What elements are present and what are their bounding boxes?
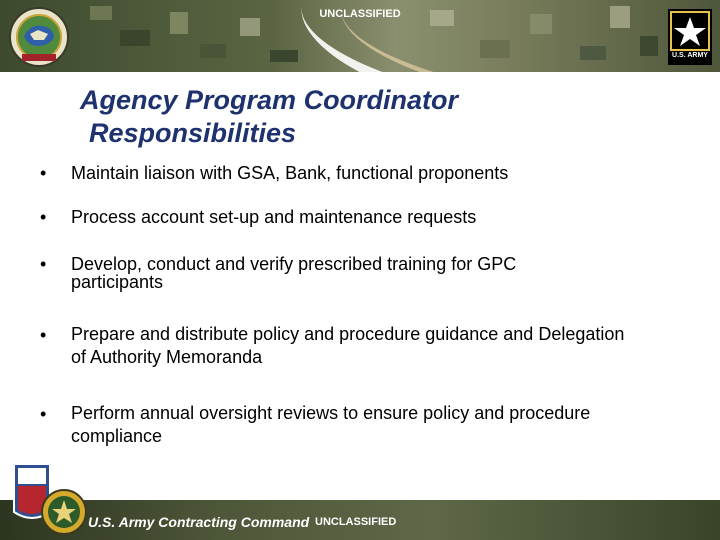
classification-banner-top: UNCLASSIFIED [319, 8, 401, 20]
bullet-marker: • [40, 207, 47, 227]
title-line-1: Agency Program Coordinator [80, 85, 459, 115]
bullet-text: Prepare and distribute policy and procedure guidance and Delegation of Authority Memoranda [71, 324, 625, 367]
bullet-marker: • [40, 254, 47, 274]
footer-organization: U.S. Army Contracting Command [88, 514, 310, 530]
classification-banner-bottom: UNCLASSIFIED [315, 516, 397, 528]
bullet-text: Maintain liaison with GSA, Bank, functional proponents [71, 163, 509, 183]
bullet-text: Develop, conduct and verify prescribed training for GPC participants [71, 254, 517, 292]
army-logo-text: U.S. ARMY [672, 52, 708, 59]
bullet-marker: • [40, 404, 47, 424]
slide-title [80, 84, 640, 150]
bullet-marker: • [40, 325, 47, 345]
bullet-text: Process account set-up and maintenance requests [71, 207, 477, 227]
bullet-text: Perform annual oversight reviews to ensure policy and procedure compliance [71, 403, 591, 446]
footer-bar [0, 500, 720, 540]
bullet-marker: • [40, 163, 47, 183]
title-line-2: Responsibilities [89, 118, 297, 148]
contracting-command-emblem-icon [10, 462, 88, 538]
header-banner [0, 0, 720, 72]
